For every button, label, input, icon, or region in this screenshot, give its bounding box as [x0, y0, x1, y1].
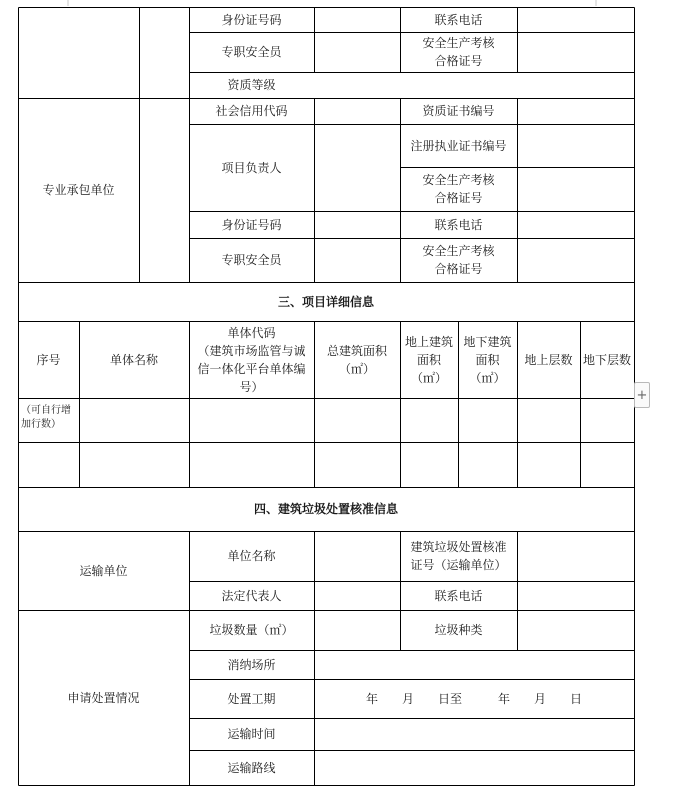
transport-route-label: 运输路线	[227, 760, 276, 775]
qual-cert-no-label: 资质证书编号	[422, 104, 495, 118]
waste-type-label: 垃圾种类	[434, 623, 483, 637]
phone-label-2: 联系电话	[434, 217, 483, 232]
project-leader-label: 项目负责人	[221, 160, 282, 175]
header-above-area: 地上建筑面积 （㎡）	[404, 334, 453, 385]
qualification-level-label: 资质等级	[227, 78, 276, 92]
disposal-period-value: 年 月 日至 年 月 日	[365, 691, 582, 706]
phone-label-3: 联系电话	[434, 588, 483, 603]
transport-unit-label: 运输单位	[79, 563, 128, 578]
transport-time-label: 运输时间	[227, 727, 276, 741]
header-above-floors: 地上层数	[524, 352, 573, 367]
header-total-area: 总建筑面积 （㎡）	[326, 343, 387, 376]
section3-title: 三、项目详细信息	[277, 294, 374, 309]
add-row-handle-icon[interactable]: +	[634, 382, 650, 408]
phone-label-1: 联系电话	[434, 12, 483, 27]
header-seq: 序号	[36, 352, 61, 367]
safety-cert-label-2: 安全生产考核 合格证号	[422, 173, 495, 205]
id-number-label-1: 身份证号码	[221, 12, 282, 27]
disposal-period-label: 处置工期	[227, 691, 276, 706]
application-label: 申请处置情况	[67, 690, 140, 705]
waste-amount-label: 垃圾数量（㎡）	[209, 623, 294, 637]
reg-cert-no-label: 注册执业证书编号	[410, 138, 507, 153]
subcontractor-unit-label: 专业承包单位	[42, 183, 115, 197]
credit-code-label: 社会信用代码	[215, 104, 288, 118]
safety-officer-label-2: 专职安全员	[221, 253, 282, 267]
add-rows-note: （可自行增加行数）	[21, 405, 71, 430]
section4-title: 四、建筑垃圾处置核准信息	[253, 502, 398, 516]
header-unit-name: 单体名称	[109, 352, 158, 367]
approval-cert-label: 建筑垃圾处置核准 证号（运输单位）	[410, 540, 507, 572]
disposal-site-label: 消纳场所	[227, 657, 276, 672]
legal-rep-label: 法定代表人	[221, 588, 282, 603]
safety-cert-label-3: 安全生产考核 合格证号	[422, 244, 495, 276]
safety-cert-label-1: 安全生产考核 合格证号	[422, 36, 495, 68]
header-below-floors: 地下层数	[582, 352, 631, 367]
id-number-label-2: 身份证号码	[221, 217, 282, 232]
safety-officer-label-1: 专职安全员	[221, 45, 282, 59]
unit-name-label: 单位名称	[227, 549, 276, 563]
header-unit-code: 单体代码 （建筑市场监管与诚信一体化平台单体编号）	[197, 325, 306, 394]
header-below-area: 地下建筑面积 （㎡）	[463, 334, 512, 385]
